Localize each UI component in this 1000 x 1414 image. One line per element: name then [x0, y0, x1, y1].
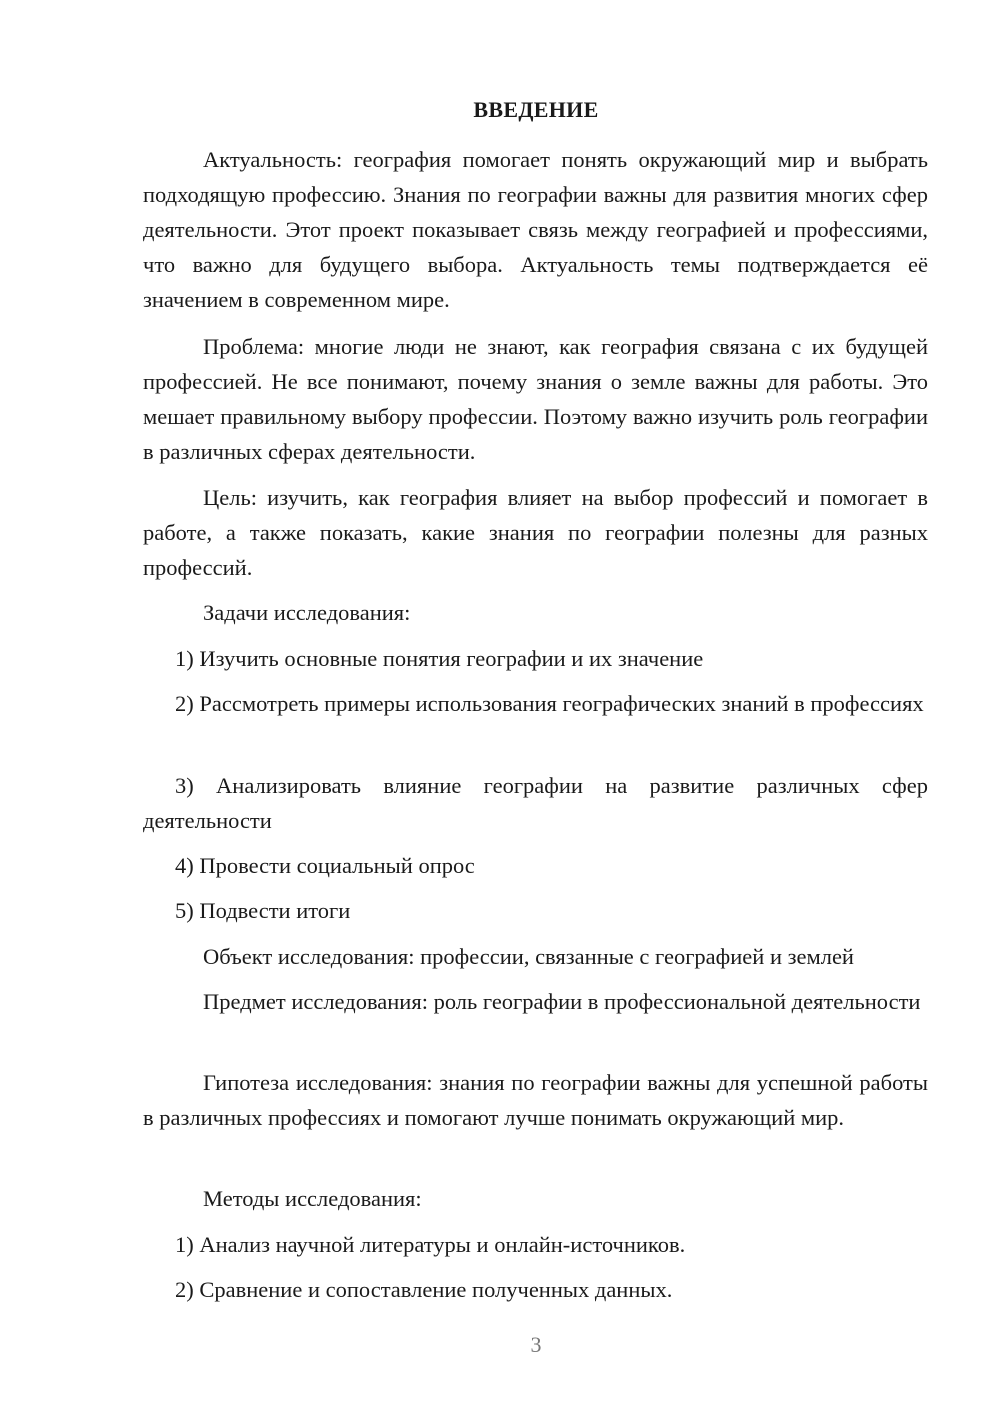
problem-paragraph: Проблема: многие люди не знают, как география связана с их будущей профессией. Не все понимают, почему знания о земле важны для работы. Это мешает правильному выбору профессии. Поэтому важно изучить роль географии в различных сферах деятельности.: [143, 334, 928, 464]
task-item-1: 1) Изучить основные понятия географии и их значение: [175, 646, 704, 671]
relevance-paragraph: Актуальность: география помогает понять окружающий мир и выбрать подходящую профессию. Знания по географии важны для развития многих сфер деятельности. Этот проект показывает связь между географией и профессиями, что важно для будущего выбора. Актуальность темы подтверждается её значением в современном мире.: [143, 147, 928, 312]
goal-paragraph: Цель: изучить, как география влияет на выбор профессий и помогает в работе, а также показать, какие знания по географии полезны для разных профессий.: [143, 485, 928, 580]
task-item-4: 4) Провести социальный опрос: [175, 853, 475, 878]
page-number: 3: [530, 1332, 542, 1357]
hypothesis-paragraph: Гипотеза исследования: знания по географии важны для успешной работы в различных профессиях и помогают лучше понимать окружающий мир.: [143, 1070, 928, 1130]
method-item-2: 2) Сравнение и сопоставление полученных данных.: [175, 1277, 673, 1302]
section-title: ВВЕДЕНИЕ: [473, 97, 599, 122]
subject-paragraph: Предмет исследования: роль географии в профессиональной деятельности: [203, 989, 921, 1014]
object-paragraph: Объект исследования: профессии, связанные с географией и землей: [203, 944, 854, 969]
tasks-heading: Задачи исследования:: [203, 600, 411, 625]
task-item-2: 2) Рассмотреть примеры использования географических знаний в профессиях: [175, 691, 924, 716]
method-item-1: 1) Анализ научной литературы и онлайн-источников.: [175, 1232, 686, 1257]
methods-heading: Методы исследования:: [203, 1186, 422, 1211]
task-item-3: 3) Анализировать влияние географии на развитие различных сфер деятельности: [143, 773, 928, 833]
task-item-5: 5) Подвести итоги: [175, 898, 351, 923]
